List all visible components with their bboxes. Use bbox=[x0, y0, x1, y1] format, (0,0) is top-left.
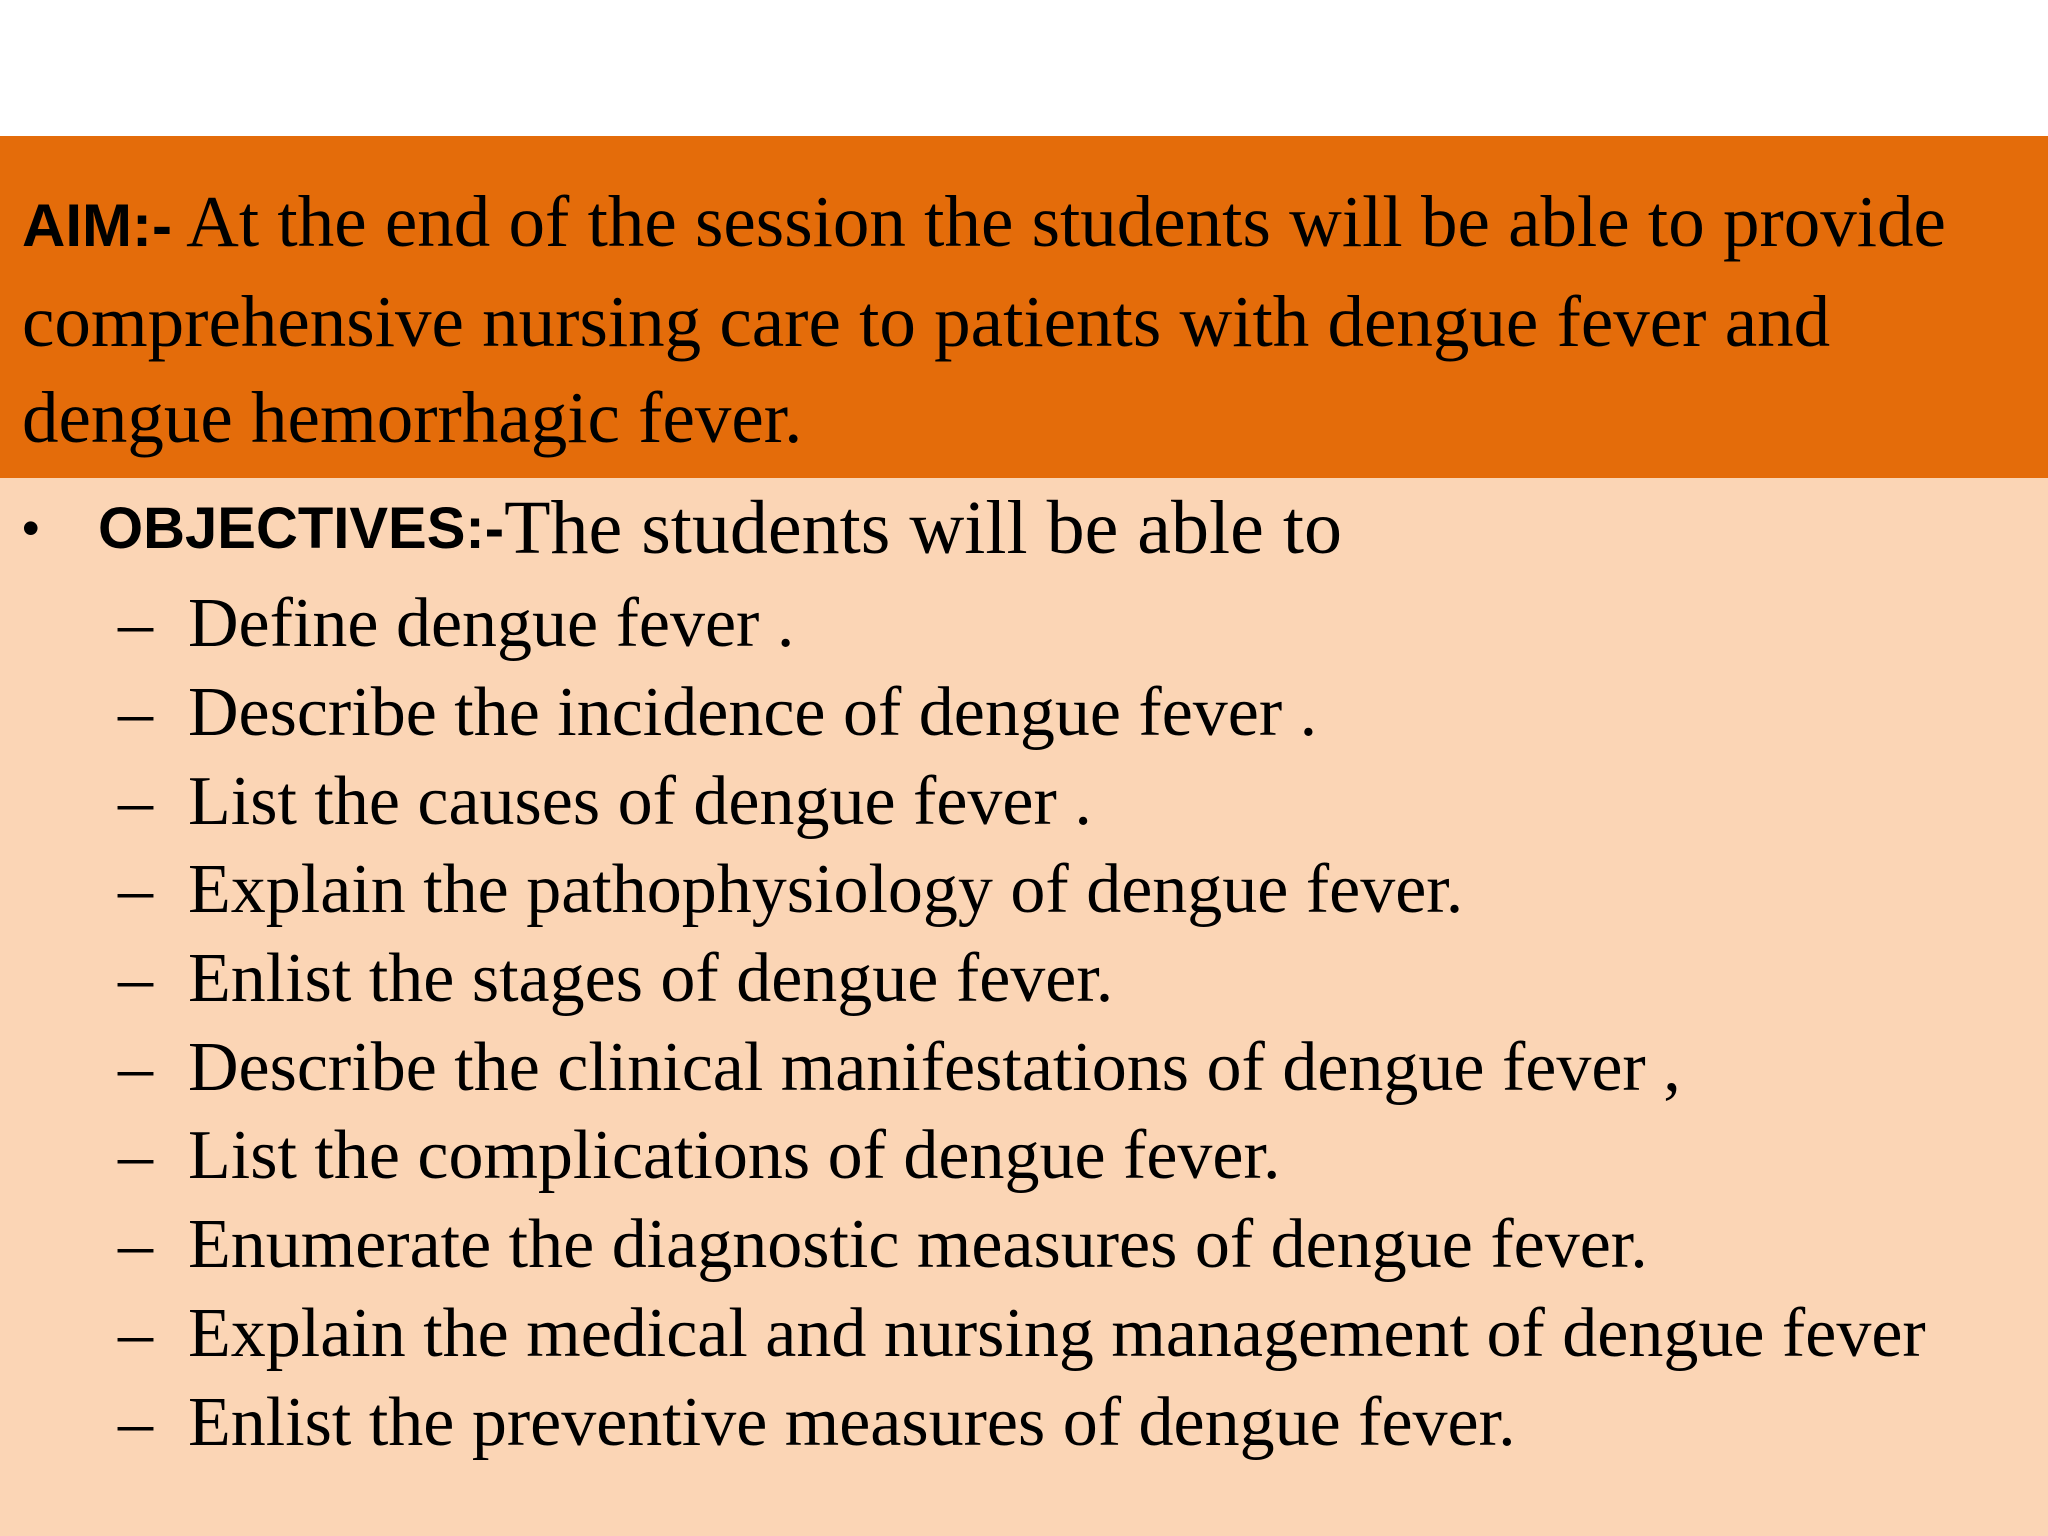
dash-icon: – bbox=[118, 851, 153, 929]
objectives-list bbox=[118, 580, 1926, 1467]
aim-section bbox=[0, 136, 2048, 478]
slide-top-blank bbox=[0, 0, 2048, 136]
objective-text: List the causes of dengue fever . bbox=[188, 762, 1092, 840]
dash-icon: – bbox=[118, 674, 153, 752]
objective-item bbox=[118, 1378, 1926, 1467]
aim-label: AIM:- bbox=[22, 192, 172, 259]
aim-text: At the end of the session the students will be able to provide comprehensive nursing care to patients with dengue fever and dengue hemorrhagic fever. bbox=[22, 181, 1946, 458]
objective-item bbox=[118, 757, 1926, 846]
objective-text: Describe the clinical manifestations of dengue fever , bbox=[188, 1028, 1681, 1106]
dash-icon: – bbox=[118, 1028, 153, 1106]
objective-item bbox=[118, 1201, 1926, 1290]
objectives-intro: The students will be able to bbox=[504, 485, 1342, 570]
dash-icon: – bbox=[118, 1294, 153, 1372]
objective-item bbox=[118, 846, 1926, 935]
objective-item bbox=[118, 1112, 1926, 1201]
dash-icon: – bbox=[118, 1117, 153, 1195]
objective-text: Explain the pathophysiology of dengue fever. bbox=[188, 851, 1464, 929]
objective-text: Explain the medical and nursing management of dengue fever bbox=[188, 1294, 1926, 1372]
objective-text: Enumerate the diagnostic measures of dengue fever. bbox=[188, 1206, 1648, 1284]
dash-icon: – bbox=[118, 762, 153, 840]
dash-icon: – bbox=[118, 585, 153, 663]
objective-item bbox=[118, 1290, 1926, 1379]
objective-text: Enlist the preventive measures of dengue fever. bbox=[188, 1383, 1516, 1461]
objectives-label: OBJECTIVES:- bbox=[98, 495, 505, 561]
objective-item bbox=[118, 1023, 1926, 1112]
objective-item bbox=[118, 935, 1926, 1024]
objective-text: List the complications of dengue fever. bbox=[188, 1117, 1281, 1195]
objective-item bbox=[118, 580, 1926, 669]
dash-icon: – bbox=[118, 1383, 153, 1461]
objectives-section bbox=[0, 478, 2048, 1536]
aim-paragraph bbox=[22, 174, 2018, 466]
objective-text: Describe the incidence of dengue fever . bbox=[188, 674, 1318, 752]
bullet-icon: • bbox=[22, 500, 40, 556]
dash-icon: – bbox=[118, 940, 153, 1018]
objective-item bbox=[118, 669, 1926, 758]
objectives-heading bbox=[22, 478, 1342, 578]
objective-text: Define dengue fever . bbox=[188, 585, 795, 663]
dash-icon: – bbox=[118, 1206, 153, 1284]
objective-text: Enlist the stages of dengue fever. bbox=[188, 940, 1114, 1018]
